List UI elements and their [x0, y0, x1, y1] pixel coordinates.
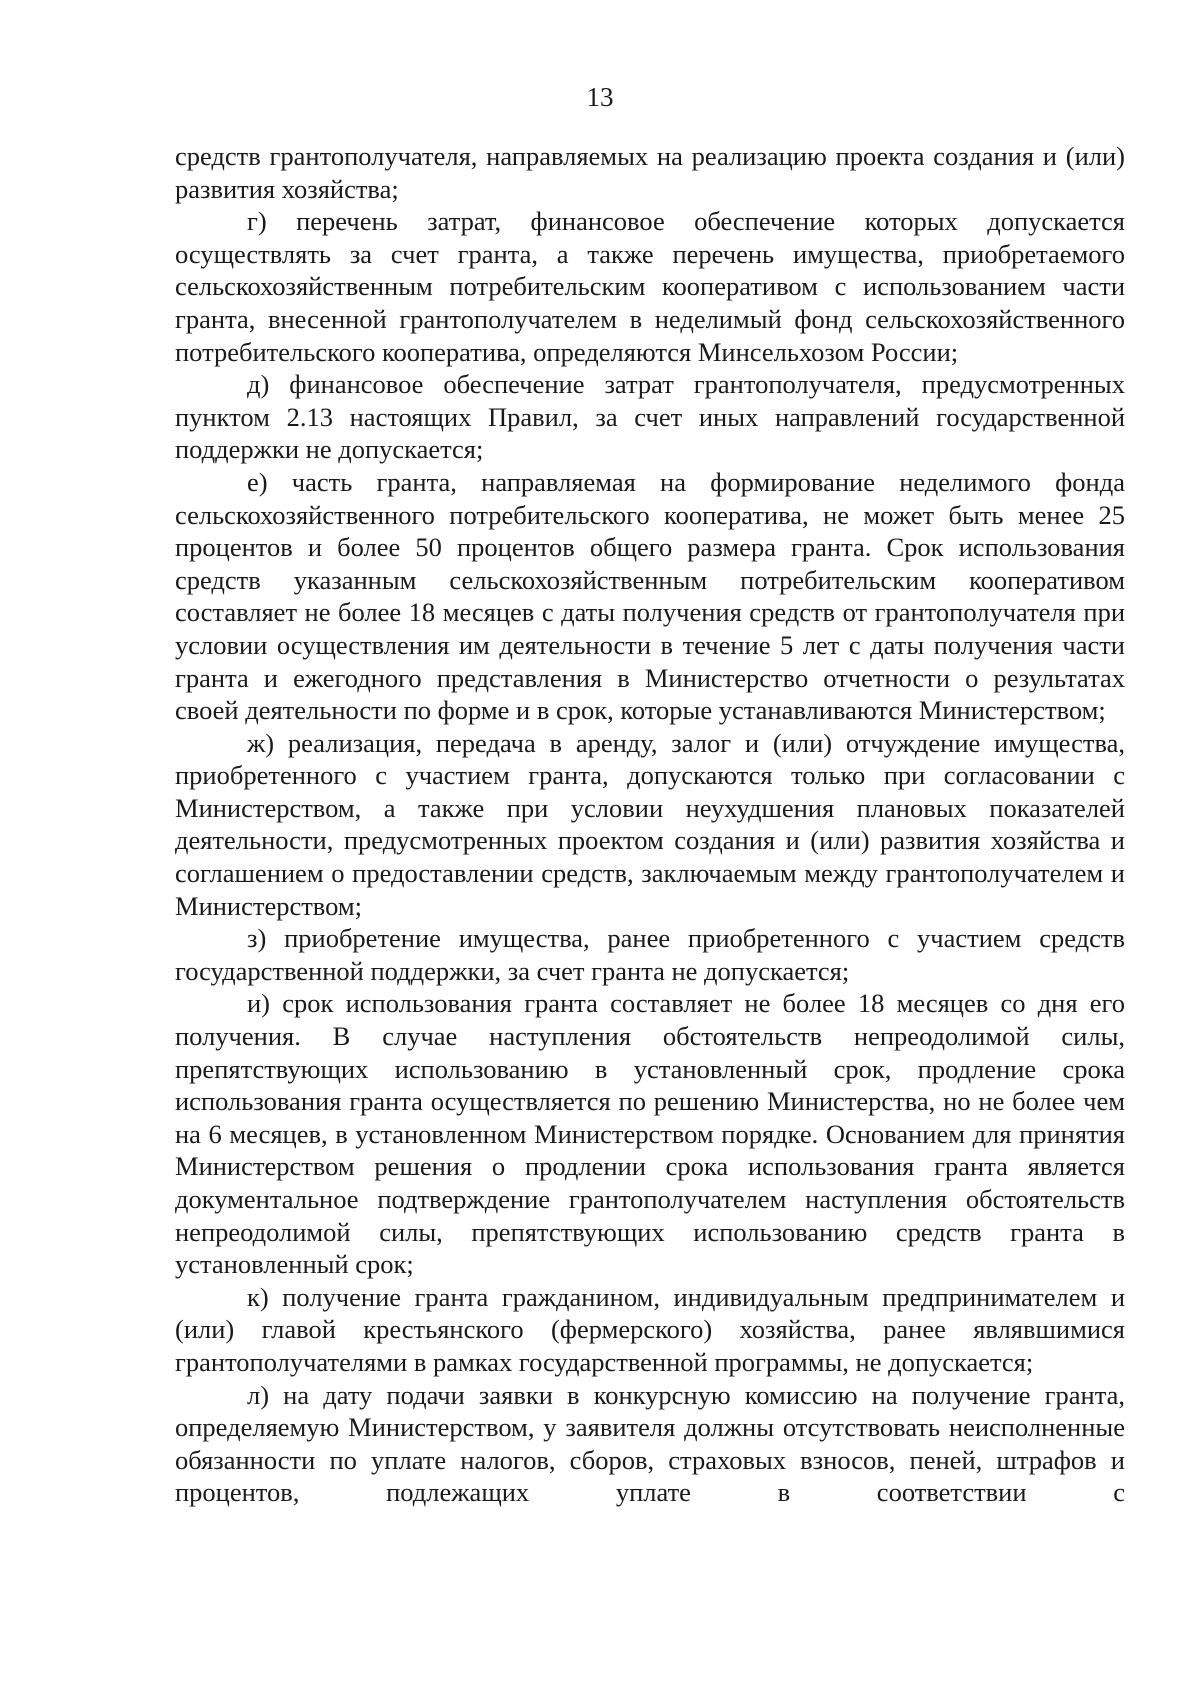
document-body — [175, 140, 1125, 1509]
paragraph-item-g: г) перечень затрат, финансовое обеспечение которых допускается осуществлять за счет гранта, а также перечень имущества, приобретаемого сельскохозяйственным потребительским кооперативом с использованием части гранта, внесенной грантополучателем в неделимый фонд сельскохозяйственного потребительского кооператива, определяются Минсельхозом России; — [175, 206, 1125, 367]
paragraph-item-e: е) часть гранта, направляемая на формирование неделимого фонда сельскохозяйственного потребительского кооператива, не может быть менее 25 процентов и более 50 процентов общего размера гранта. Срок использования средств указанным сельскохозяйственным потребительским кооперативом составляет не более 18 месяцев с даты получения средств от грантополучателя при условии осуществления им деятельности в течение 5 лет с даты получения части гранта и ежегодного представления в Министерство отчетности о результатах своей деятельности по форме и в срок, которые устанавливаются Министерством; — [175, 466, 1125, 726]
paragraph-item-d: д) финансовое обеспечение затрат грантополучателя, предусмотренных пунктом 2.13 настоящих Правил, за счет иных направлений государственной поддержки не допускается; — [175, 369, 1125, 465]
paragraph-item-l: л) на дату подачи заявки в конкурсную комиссию на получение гранта, определяемую Министерством, у заявителя должны отсутствовать неисполненные обязанности по уплате налогов, сборов, страховых взносов, пеней, штрафов и процентов, подлежащих уплате в соответствии с — [175, 1379, 1125, 1508]
page-number: 13 — [586, 82, 614, 112]
paragraph-item-z: з) приобретение имущества, ранее приобретенного с участием средств государственной поддержки, за счет гранта не допускается; — [175, 923, 1125, 986]
paragraph-item-k: к) получение гранта гражданином, индивидуальным предпринимателем и (или) главой крестьянского (фермерского) хозяйства, ранее являвшимися грантополучателями в рамках государственной программы, не допускается; — [175, 1281, 1125, 1377]
paragraph-item-zh: ж) реализация, передача в аренду, залог и (или) отчуждение имущества, приобретенного с участием гранта, допускаются только при согласовании с Министерством, а также при условии неухудшения плановых показателей деятельности, предусмотренных проектом создания и (или) развития хозяйства и соглашением о предоставлении средств, заключаемым между грантополучателем и Министерством; — [175, 727, 1125, 921]
paragraph-item-i: и) срок использования гранта составляет не более 18 месяцев со дня его получения. В случае наступления обстоятельств непреодолимой силы, препятствующих использованию в установленный срок, продление срока использования гранта осуществляется по решению Министерства, но не более чем на 6 месяцев, в установленном Министерством порядке. Основанием для принятия Министерством решения о продлении срока использования гранта является документальное подтверждение грантополучателем наступления обстоятельств непреодолимой силы, препятствующих использованию средств гранта в установленный срок; — [175, 988, 1125, 1280]
paragraph-continuation: средств грантополучателя, направляемых на реализацию проекта создания и (или) развития хозяйства; — [175, 141, 1125, 204]
